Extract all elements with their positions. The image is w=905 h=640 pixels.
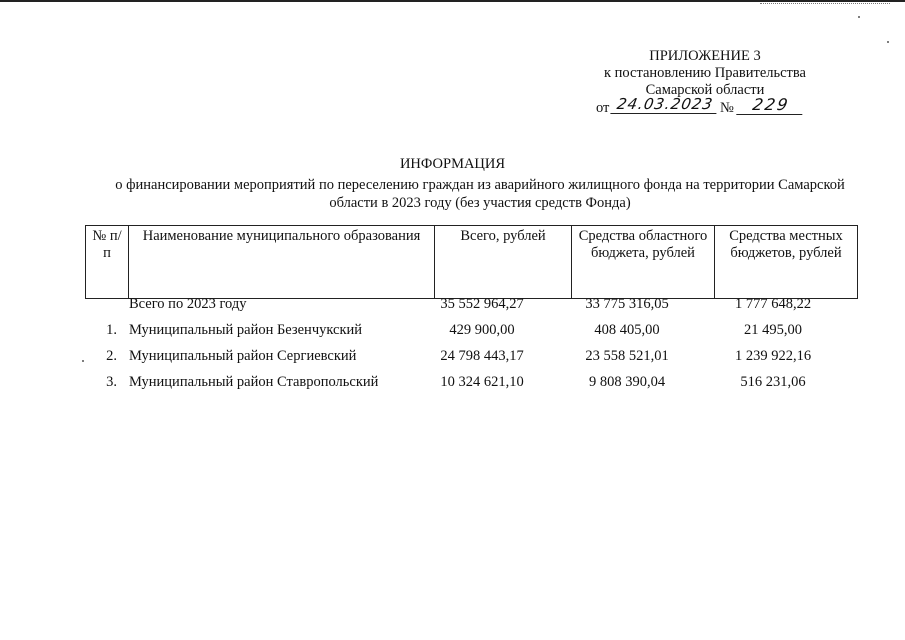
total-local: 1 777 648,22	[734, 296, 812, 312]
appendix-title: ПРИЛОЖЕНИЕ 3	[649, 48, 761, 64]
total-sum: 35 552 964,27	[440, 296, 524, 312]
financing-table-header	[85, 225, 858, 299]
header-local-budget: Средства местных бюджетов, рублей	[715, 226, 858, 299]
scan-speck	[858, 16, 860, 18]
row-total: 24 798 443,17	[440, 348, 524, 364]
scan-top-border	[0, 0, 905, 2]
row-number: 2.	[106, 348, 117, 364]
header-total: Всего, рублей	[435, 226, 572, 299]
number-prefix: №	[720, 100, 734, 116]
document-subtitle: о финансировании мероприятий по переселению граждан из аварийного жилищного фонда на территории Самарской области в 2023 году (без участия средств Фонда)	[115, 177, 845, 211]
appendix-block	[560, 48, 850, 99]
row-number: 3.	[106, 374, 117, 390]
scan-top-dots	[760, 3, 890, 4]
header-municipality: Наименование муниципального образования	[129, 226, 435, 299]
row-local: 516 231,06	[740, 374, 806, 390]
date-prefix: от	[596, 100, 610, 116]
handwritten-date: 24.03.2023	[610, 95, 719, 114]
total-regional: 33 775 316,05	[585, 296, 669, 312]
scan-speck	[82, 360, 84, 362]
row-regional: 9 808 390,04	[588, 374, 666, 390]
handwritten-number: 229	[736, 95, 806, 115]
header-regional-budget: Средства областного бюджета, рублей	[572, 226, 715, 299]
row-municipality: Муниципальный район Безенчукский	[129, 322, 363, 338]
appendix-resolution: к постановлению Правительства	[604, 65, 806, 81]
row-total: 10 324 621,10	[440, 374, 524, 390]
total-label: Всего по 2023 году	[129, 296, 247, 312]
header-number: № п/п	[86, 226, 129, 299]
row-local: 1 239 922,16	[734, 348, 812, 364]
row-local: 21 495,00	[744, 322, 802, 338]
row-number: 1.	[106, 322, 117, 338]
document-title: ИНФОРМАЦИЯ	[399, 156, 506, 172]
scan-speck	[887, 41, 889, 43]
row-regional: 408 405,00	[594, 322, 660, 338]
row-regional: 23 558 521,01	[585, 348, 669, 364]
row-municipality: Муниципальный район Ставропольский	[129, 374, 379, 390]
row-total: 429 900,00	[449, 322, 515, 338]
appendix-region: Самарской области	[645, 82, 765, 98]
row-municipality: Муниципальный район Сергиевский	[129, 348, 357, 364]
